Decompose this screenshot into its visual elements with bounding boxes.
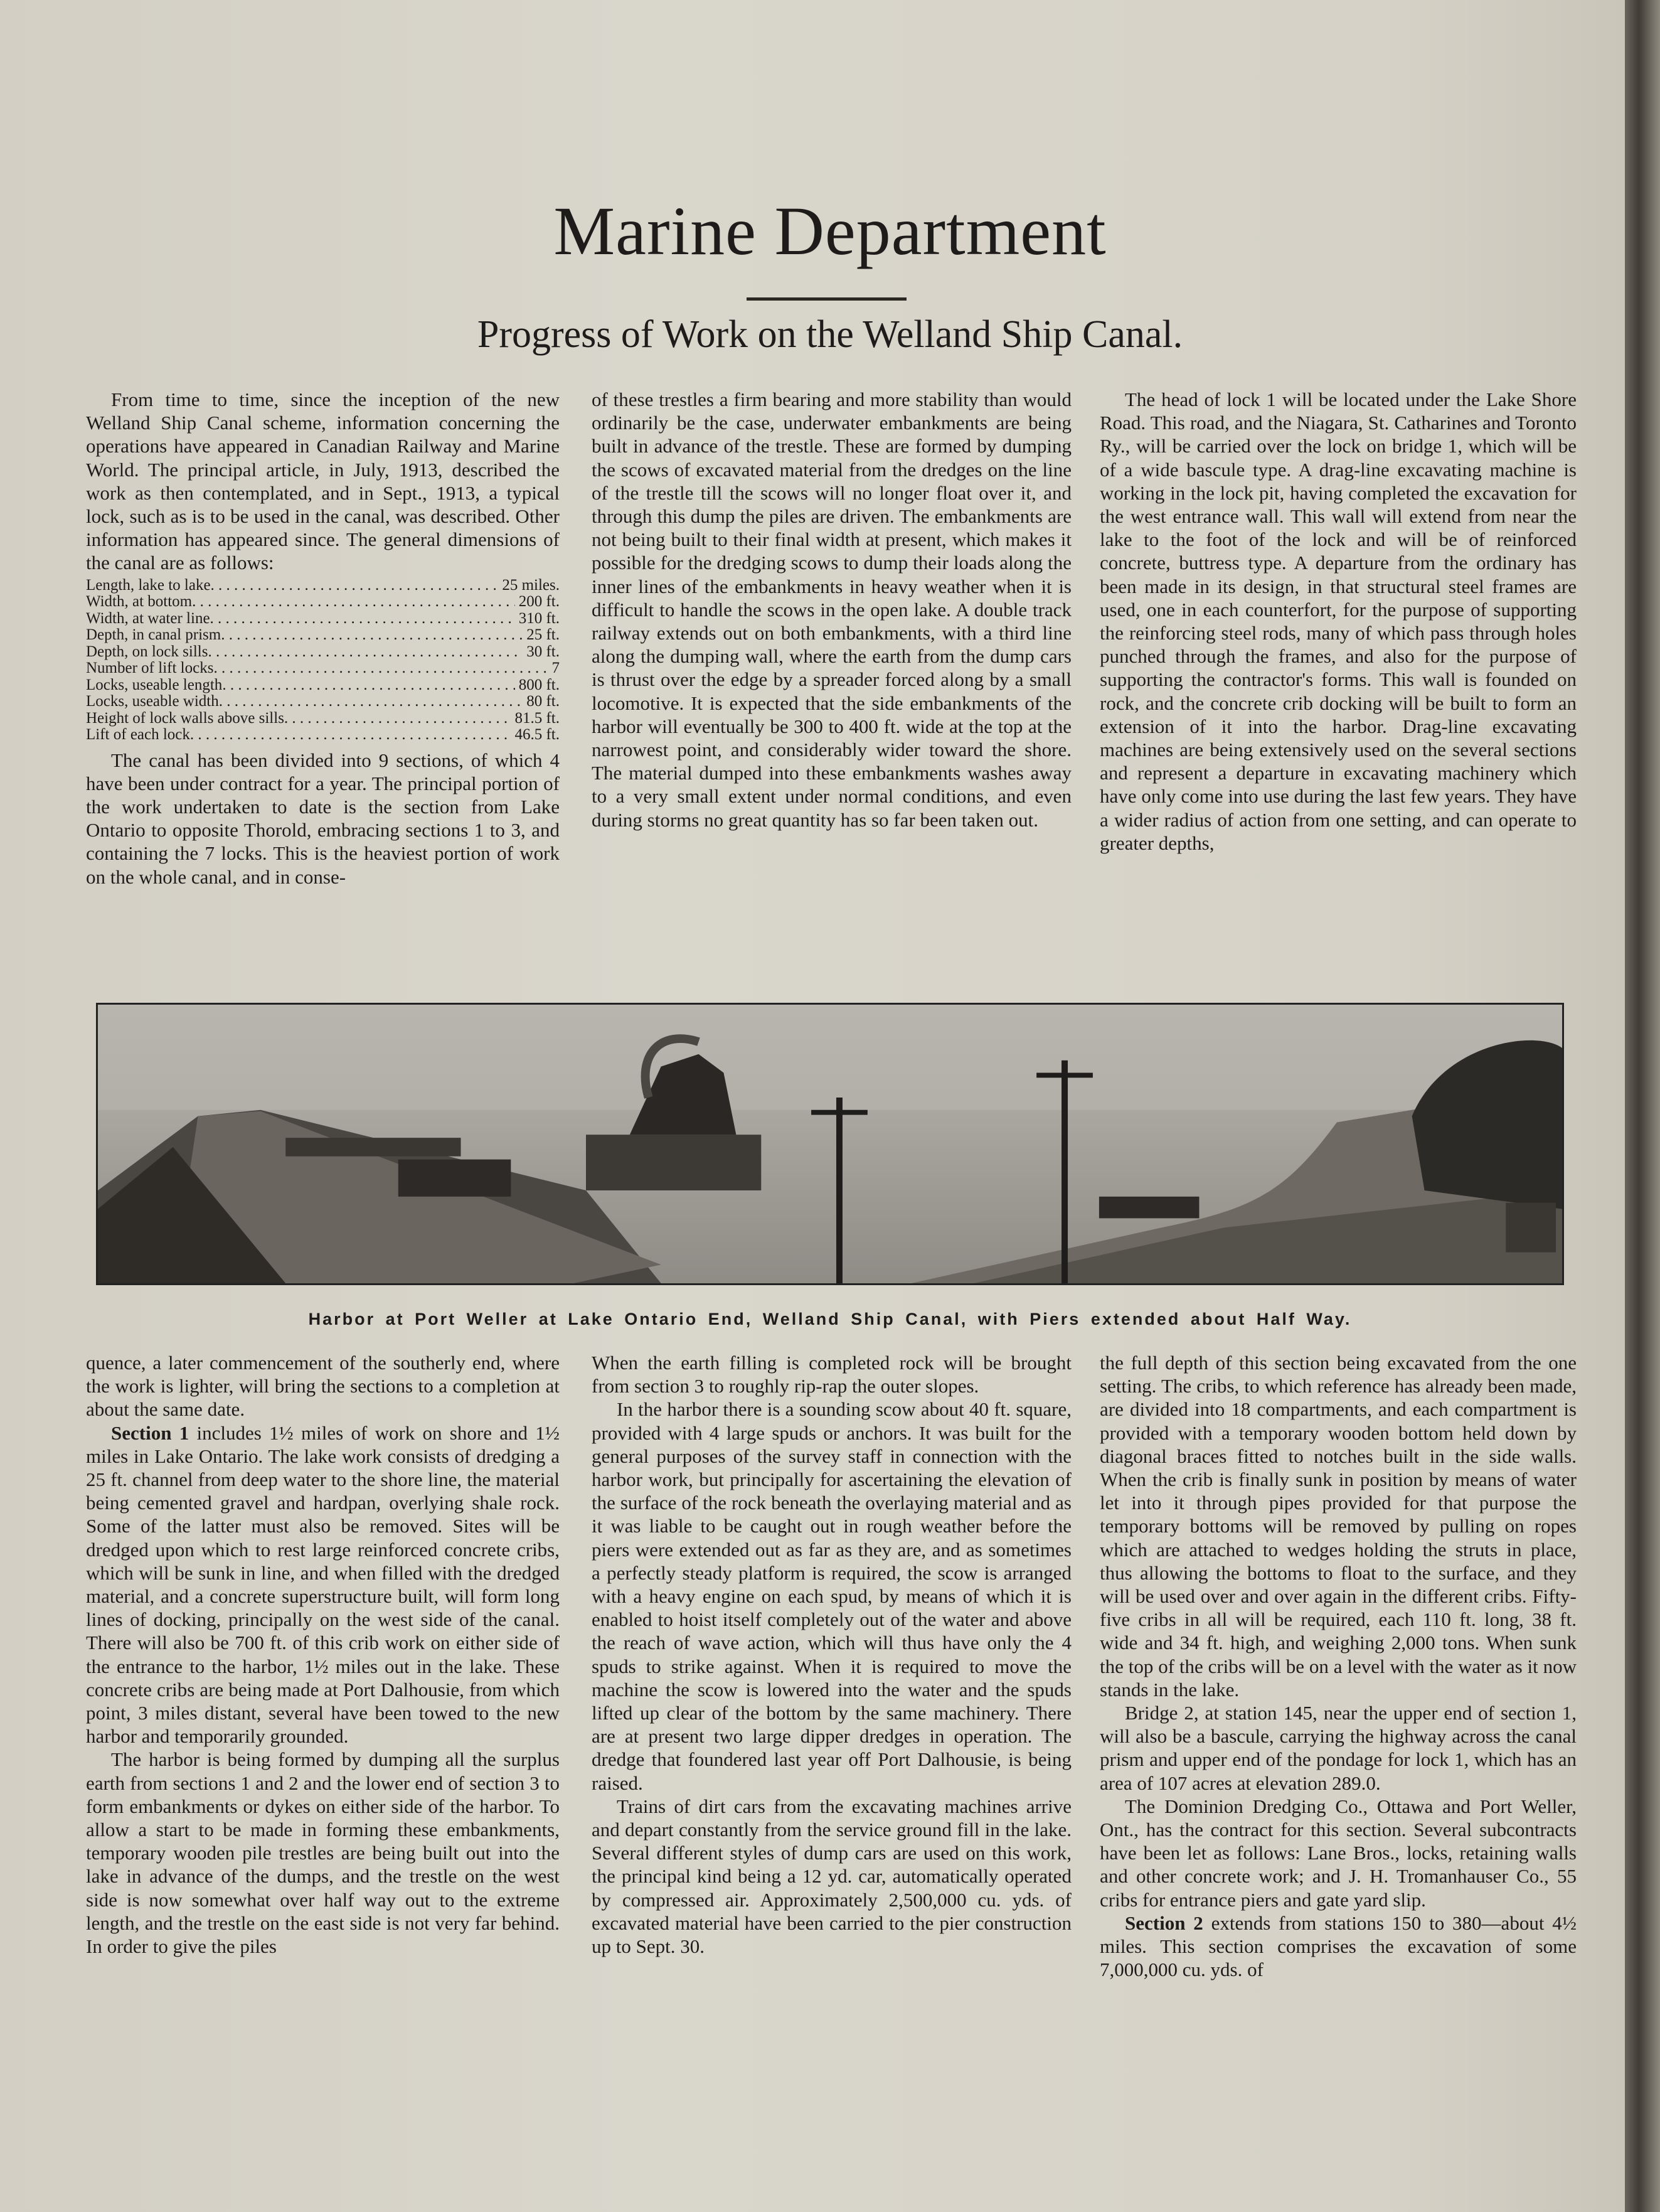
sounding-scow-paragraph: In the harbor there is a sounding scow about 40 ft. square, provided with 4 large spuds or anchors. It was built for the general purposes of the survey staff in connection with the harbor work, but principally for ascertaining the elevation of the surface of the rock beneath the overlaying material and as it was liable to be caught out in rough weather before the piers were extended out as far as they are, and as sometimes a perfectly steady platform is required, the scow is arranged with a heavy engine on each spud, by means of which it is enabled to hoist itself completely out of the water and above the reach of wave action, which will thus have only the 4 spuds to strike against. When it is required to move the machine the scow is lowered into the water and the spuds lifted up clear of the bottom by the same machinery. There are at present two large dipper dredges in operation. The dredge that foundered last year off Port Dalhousie, is being raised. [592,1398,1072,1794]
section-1-paragraph [86,1421,560,1748]
dot-leader [284,710,511,727]
dimension-row [86,677,560,694]
dimension-label: Length, lake to lake [86,576,211,594]
dimension-row [86,594,560,611]
dirt-cars-paragraph: Trains of dirt cars from the excavating machines arrive and depart constantly from the service ground fill in the lake. Several different styles of dump cars are used on this work, the principal kind being a 12 yd. car, automatically operated by compressed air. Approximately 2,500,000 cu. yds. of excavated material have been carried to the pier construction up to Sept. 30. [592,1795,1072,1958]
photo-caption: Harbor at Port Weller at Lake Ontario End, Welland Ship Canal, with Piers extended about Half Way. [308,1310,1352,1328]
bridge-2-paragraph: Bridge 2, at station 145, near the upper end of section 1, will also be a bascule, carrying the highway across the canal prism and upper end of the pondage for lock 1, which has an area of 107 acres at elevation 289.0. [1100,1702,1577,1794]
cribs-paragraph: the full depth of this section being excavated from the one setting. The cribs, to which reference has already been made, are divided into 18 compartments, and each compartment is provided with a temporary wooden bottom held down by diagonal braces fitted to notches built in the side walls. When the crib is finally sunk in position by means of water let into it through pipes provided for that purpose the temporary bottoms will be removed by pulling on ropes which are attached to wedges holding the struts in place, thus allowing the bottoms to float to the surface, and they will be used over and over again in the different cribs. Fifty-five cribs in all will be required, each 110 ft. long, 38 ft. wide and 34 ft. high, and weighing 2,000 tons. When sunk the top of the cribs will be on a level with the water as it now stands in the lake. [1100,1352,1577,1701]
dimension-label: Width, at bottom [86,593,193,611]
bottom-column-3 [1100,1351,1577,1981]
sections-paragraph: The canal has been divided into 9 sections, of which 4 have been under contract for a year. The principal portion of the work undertaken to date is the section from Lake Ontario to opposite Thorold, embracing sections 1 to 3, and containing the 7 locks. This is the heaviest portion of work on the whole canal, and in conse- [86,749,560,888]
rock-filling-paragraph: When the earth filling is completed rock will be brought from section 3 to roughly rip-rap the outer slopes. [592,1352,1072,1397]
intro-paragraph: From time to time, since the inception of the new Welland Ship Canal scheme, information concerning the operations have appeared in Canadian Railway and Marine World. The principal article, in July, 1913, described the work as then contemplated, and in Sept., 1913, a typical lock, such as is to be used in the canal, was described. Other information has appeared since. The general dimensions of the canal are as follows: [86,388,560,574]
dimension-value: 81.5 ft. [514,709,560,727]
section-2-heading: Section 2 [1125,1911,1203,1934]
dot-leader [192,594,515,611]
bottom-column-2 [592,1351,1072,1958]
dimension-label: Width, at water line [86,609,210,627]
dimension-row [86,627,560,644]
dimension-label: Locks, useable width [86,693,219,710]
dot-leader [208,644,523,661]
dimension-row [86,611,560,628]
dimensions-table [86,577,560,744]
harbor-formation-paragraph: The harbor is being formed by dumping all the surplus earth from sections 1 and 2 and the lower end of section 3 to form embankments or dykes on either side of the harbor. To allow a start to be made in forming these embankments, temporary wooden pile trestles are being built out into the lake in advance of the dumps, and the trestle on the west side is now somewhat over half way out to the extreme length, and the trestle on the east side is not very far behind. In order to give the piles [86,1748,560,1958]
dot-leader [219,693,523,710]
dimension-value: 30 ft. [526,643,560,660]
dimension-value: 80 ft. [526,693,560,710]
dot-leader [190,727,511,744]
dimension-label: Locks, useable length [86,676,223,693]
dimension-value: 46.5 ft. [514,726,560,744]
dimension-value: 7 [551,660,560,677]
dimension-value: 800 ft. [518,676,560,693]
dot-leader [211,577,499,594]
dimension-row [86,693,560,710]
lock-paragraph: The head of lock 1 will be located under the Lake Shore Road. This road, and the Niagara, St. Catharines and Toronto Ry., will be carried over the lock on bridge 1, which will be of a wide bascule type. A drag-line excavating machine is working in the lock pit, having completed the excavation for the west entrance wall. This wall will extend from near the lake to the foot of the lock and will be of reinforced concrete, buttress type. A departure from the ordinary has been made in its design, in that structural steel frames are used, one in each counterfort, for the purpose of supporting the reinforcing steel rods, many of which pass through holes punched through the frames, and also for the purpose of supporting the contractor's forms. This wall is founded on rock, and the concrete crib docking will be built to form an extension of it into the harbor. Drag-line excavating machines are being extensively used on the several sections and represent a departure in excavating machinery which have only come into use during the last few years. They have a wider radius of action from one setting, and can operate to greater depths, [1100,388,1577,854]
harbor-photo [96,1003,1564,1285]
top-column-3 [1100,388,1577,855]
contract-paragraph: The Dominion Dredging Co., Ottawa and Port Weller, Ont., has the contract for this section. Several subcontracts have been let as follows: Lane Bros., locks, retaining walls and other concrete work; and J. H. Tromanhauser Co., 55 cribs for entrance piers and gate yard slip. [1100,1795,1577,1911]
dot-leader [213,660,548,677]
title-rule [747,297,907,301]
dot-leader [210,611,515,628]
dimension-label: Lift of each lock [86,726,190,744]
dimension-row [86,727,560,744]
dimension-value: 25 miles. [502,576,560,594]
dimension-row [86,710,560,727]
completion-paragraph: quence, a later commencement of the southerly end, where the work is lighter, will bring the sections to a completion at about the same date. [86,1352,560,1421]
dimension-row [86,644,560,661]
dimension-value: 200 ft. [518,593,560,611]
trestle-paragraph: of these trestles a firm bearing and more stability than would ordinarily be the case, underwater embankments are being built in advance of the trestle. These are formed by dumping the scows of excavated material from the dredges on the line of the trestle till the scows will no longer float over it, and through this dump the piles are driven. The embankments are not being built to their final width at present, which makes it possible for the dredging scows to dump their loads along the inner lines of the embankments in heavy weather when it is difficult to handle the scows in the open lake. A double track railway extends out on both embankments, with a third line along the dumping wall, where the earth from the dump cars is thrust over the edge by a spreader forced along by a small locomotive. It is expected that the side embankments of the harbor will eventually be 300 to 400 ft. wide at the top at the narrowest point, and considerably wider toward the shore. The material dumped into these embankments washes away to a very small extent under normal conditions, and even during storms no great quantity has so far been taken out. [592,388,1072,831]
dimension-label: Depth, on lock sills [86,643,208,660]
section-2-paragraph [1100,1911,1577,1982]
dimension-row [86,577,560,594]
dimension-label: Depth, in canal prism [86,626,221,644]
page-title: Marine Department [553,193,1107,269]
section-1-body: includes 1½ miles of work on shore and 1½ miles in Lake Ontario. The lake work consists of dredging a 25 ft. channel from deep water to the shore line, the material being cemented gravel and hardpan, overlying shale rock. Some of the latter must also be removed. Sites will be dredged upon which to rest large reinforced concrete cribs, which will be sunk in line, and when filled with the dredged material, and a concrete superstructure built, will form long lines of docking, principally on the west side of the canal. There will also be 700 ft. of this crib work on either side of the entrance to the harbor, 1½ miles out in the lake. These concrete cribs are being made at Port Dalhousie, from which point, 3 miles distant, several have been towed to the new harbor and temporarily grounded. [86,1421,560,1748]
dimension-label: Number of lift locks [86,660,214,677]
section-2-body: extends from stations 150 to 380—about 4½ miles. This section comprises the excavation of some 7,000,000 cu. yds. of [1100,1911,1577,1981]
dimension-label: Height of lock walls above sills [86,709,284,727]
dimension-value: 310 ft. [518,609,560,627]
article-subtitle: Progress of Work on the Welland Ship Canal. [477,313,1183,356]
dimension-value: 25 ft. [526,626,560,644]
dimension-row [86,660,560,677]
section-1-heading: Section 1 [111,1421,189,1444]
harbor-photo-illustration [98,1005,1562,1283]
dot-leader [222,677,514,694]
bottom-column-1 [86,1351,560,1958]
top-column-2 [592,388,1072,831]
dot-leader [221,627,523,644]
top-column-1 [86,388,560,889]
